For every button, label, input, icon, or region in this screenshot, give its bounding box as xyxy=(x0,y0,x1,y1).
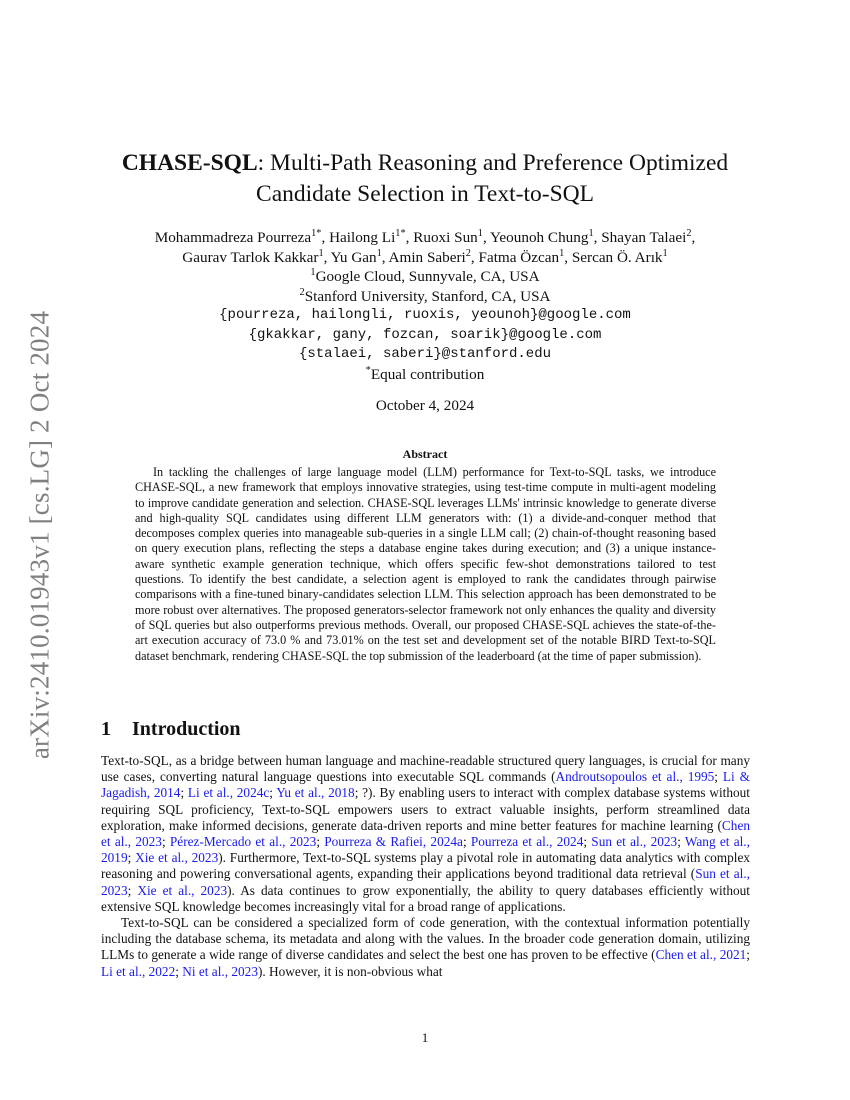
title-line2: Candidate Selection in Text-to-SQL xyxy=(256,181,594,207)
paper-title xyxy=(0,148,850,210)
author: Mohammadreza Pourreza xyxy=(154,229,312,246)
author-sup: 1 xyxy=(376,247,382,259)
author-line-1 xyxy=(0,228,850,248)
citation-link[interactable]: Xie et al., 2023 xyxy=(137,882,228,898)
author: , Yu Gan xyxy=(323,248,377,266)
citation-link[interactable]: Wang et al., 2019 xyxy=(101,834,750,866)
text-run: ). As data continues to grow exponentially, the ability to query databases efficiently without extensive SQL knowledge becomes increasingly vital for a broad range of applications. xyxy=(101,882,750,914)
affiliation-text: Google Cloud, Sunnyvale, CA, USA xyxy=(315,268,540,285)
arxiv-stamp-text: arXiv:2410.01943v1 [cs.LG] 2 Oct 2024 xyxy=(24,310,55,760)
author-sep: , xyxy=(691,229,696,246)
author-sup: 1 xyxy=(318,247,324,259)
author-sup: 1 xyxy=(477,227,483,239)
section-number: 1 xyxy=(101,718,111,740)
author-sup: 1* xyxy=(395,227,406,239)
email-line-2: {gkakkar, gany, fozcan, soarik}@google.com xyxy=(248,326,602,343)
citation-link[interactable]: Yu et al., 2018 xyxy=(276,785,355,801)
citation-link[interactable]: Chen et al., 2023 xyxy=(101,817,750,850)
text-run: ). Furthermore, Text-to-SQL systems play a pivotal role in automating data analytics with complex reasoning and powering conversational agents, expanding their applications beyond traditional data retrieval ( xyxy=(101,850,750,882)
author-sup: 1* xyxy=(311,227,322,239)
author-sup: 2 xyxy=(686,227,692,239)
text-run: Text-to-SQL, as a bridge between human language and machine-readable structured query languages, is crucial for many use cases, converting natural language questions into executable SQL commands ( xyxy=(101,753,750,785)
section-title: Introduction xyxy=(132,718,241,740)
equal-text: Equal contribution xyxy=(370,365,485,383)
title-rest: : Multi-Path Reasoning and Preference Optimized xyxy=(257,150,729,176)
author: , Ruoxi Sun xyxy=(405,229,478,246)
abstract-body: In tackling the challenges of large language model (LLM) performance for Text-to-SQL tasks, we introduce CHASE-SQL, a new framework that employs innovative strategies, using test-time compute in multi-agent modeling to improve candidate generation and selection. CHASE-SQL leverages LLMs' intrinsic knowledge to generate diverse and high-quality SQL candidates using different LLM generators with: (1) a divide-and-conquer method that decomposes complex queries into manageable sub-queries in a single LLM call; (2) chain-of-thought reasoning based on query execution plans, reflecting the steps a database engine takes during execution; and (3) a unique instance-aware synthetic example generation technique, which offers specific few-shot demonstrations tailored to test questions. To identify the best candidate, a selection agent is employed to rank the candidates through pairwise comparisons with a fine-tuned binary-candidates selection LLM. This selection approach has been demonstrated to be more robust over alternatives. The proposed generators-selector framework not only enhances the quality and diversity of SQL queries but also outperforms previous methods. Overall, our proposed CHASE-SQL achieves the state-of-the-art execution accuracy of 73.0 % and 73.01% on the test set and development set of the notable BIRD Text-to-SQL dataset benchmark, rendering CHASE-SQL the top submission of the leaderboard (at the time of paper submission). xyxy=(135,465,716,663)
author: , Hailong Li xyxy=(321,229,396,246)
citation-link[interactable]: Pourreza et al., 2024 xyxy=(470,834,584,850)
citation-link[interactable]: Ni et al., 2023 xyxy=(182,963,258,979)
equal-contribution-note xyxy=(0,365,850,385)
citation-link[interactable]: Androutsopoulos et al., 1995 xyxy=(555,769,715,785)
title-bold: CHASE-SQL xyxy=(121,150,258,176)
author: Gaurav Tarlok Kakkar xyxy=(182,248,319,266)
citation-link[interactable]: Pourreza & Rafiei, 2024a xyxy=(324,834,463,850)
author: , Yeounoh Chung xyxy=(482,229,589,246)
citation-link[interactable]: Pérez-Mercado et al., 2023 xyxy=(169,834,317,850)
text-run: ; ?). By enabling users to interact with complex database systems without requiring SQL proficiency, Text-to-SQL empowers users to extract valuable insights, perform streamlined data exploration, make informed decisions, generate data-driven reports and mine better features for machine learning ( xyxy=(101,785,750,833)
author-sup: 1 xyxy=(588,227,594,239)
page-number: 1 xyxy=(421,1030,429,1045)
citation-link[interactable]: Sun et al., 2023 xyxy=(591,834,678,850)
affiliation-sup: 1 xyxy=(310,266,316,278)
author-sup: 1 xyxy=(559,247,565,259)
paper-date: October 4, 2024 xyxy=(375,397,475,414)
author-sup: 2 xyxy=(465,247,471,259)
author: , Amin Saberi xyxy=(381,248,466,266)
abstract-heading: Abstract xyxy=(402,447,448,461)
author-line-2 xyxy=(0,248,850,268)
citation-link[interactable]: Li et al., 2022 xyxy=(101,963,176,979)
author: , Sercan Ö. Arık xyxy=(564,248,663,266)
citation-link[interactable]: Chen et al., 2021 xyxy=(655,947,747,963)
author-block xyxy=(0,228,850,384)
citation-link[interactable]: Sun et al., 2023 xyxy=(101,866,751,898)
equal-mark: * xyxy=(365,364,371,376)
intro-body xyxy=(101,753,750,980)
paragraph-2: Text-to-SQL can be considered a specialized form of code generation, with the contextual information potentially including the database schema, its metadata and along with the values. In the broader code generation domain, utilizing LLMs to generate a wide range of diverse candidates and select the best one has proven to be effective (Chen et al., 2021; Li et al., 2022; Ni et al., 2023). However, it is non-obvious what xyxy=(101,915,750,979)
paragraph-1: Text-to-SQL, as a bridge between human language and machine-readable structured query languages, is crucial for many use cases, converting natural language questions into executable SQL commands (Androutsopoulos et al., 1995; Li & Jagadish, 2014; Li et al., 2024c; Yu et al., 2018; ?). By enabling users to interact with complex database systems without requiring SQL proficiency, Text-to-SQL empowers users to extract valuable insights, perform streamlined data exploration, make informed decisions, generate data-driven reports and mine better features for machine learning (Chen et al., 2023; Pérez-Mercado et al., 2023; Pourreza & Rafiei, 2024a; Pourreza et al., 2024; Sun et al., 2023; Wang et al., 2019; Xie et al., 2023). Furthermore, Text-to-SQL systems play a pivotal role in automating data analytics with complex reasoning and powering conversational agents, expanding their applications beyond traditional data retrieval (Sun et al., 2023; Xie et al., 2023). As data continues to grow exponentially, the ability to query databases efficiently without extensive SQL knowledge becomes increasingly vital for a broad range of applications. xyxy=(101,753,751,914)
email-line-3: {stalaei, saberi}@stanford.edu xyxy=(298,346,552,362)
text-run: Text-to-SQL can be considered a specialized form of code generation, with the contextual information potentially including the database schema, its metadata and along with the values. In the broader code generation domain, utilizing LLMs to generate a wide range of diverse candidates and select the best one has proven to be effective ( xyxy=(101,915,750,963)
citation-link[interactable]: Li et al., 2024c xyxy=(187,785,270,801)
author-sup: 1 xyxy=(662,247,668,259)
section-heading xyxy=(101,718,241,741)
affiliation-sup: 2 xyxy=(299,286,305,298)
citation-link[interactable]: Li & Jagadish, 2014 xyxy=(101,769,751,801)
author: , Shayan Talaei xyxy=(593,229,687,246)
email-line-1: {pourreza, hailongli, ruoxis, yeounoh}@google.com xyxy=(219,307,631,323)
affiliation-stanford xyxy=(0,287,850,307)
author: , Fatma Özcan xyxy=(470,248,560,266)
affiliation-text: Stanford University, Stanford, CA, USA xyxy=(304,287,551,305)
citation-link[interactable]: Xie et al., 2023 xyxy=(135,850,219,866)
text-run: ). However, it is non-obvious what xyxy=(257,963,443,979)
affiliation-google xyxy=(0,267,850,287)
